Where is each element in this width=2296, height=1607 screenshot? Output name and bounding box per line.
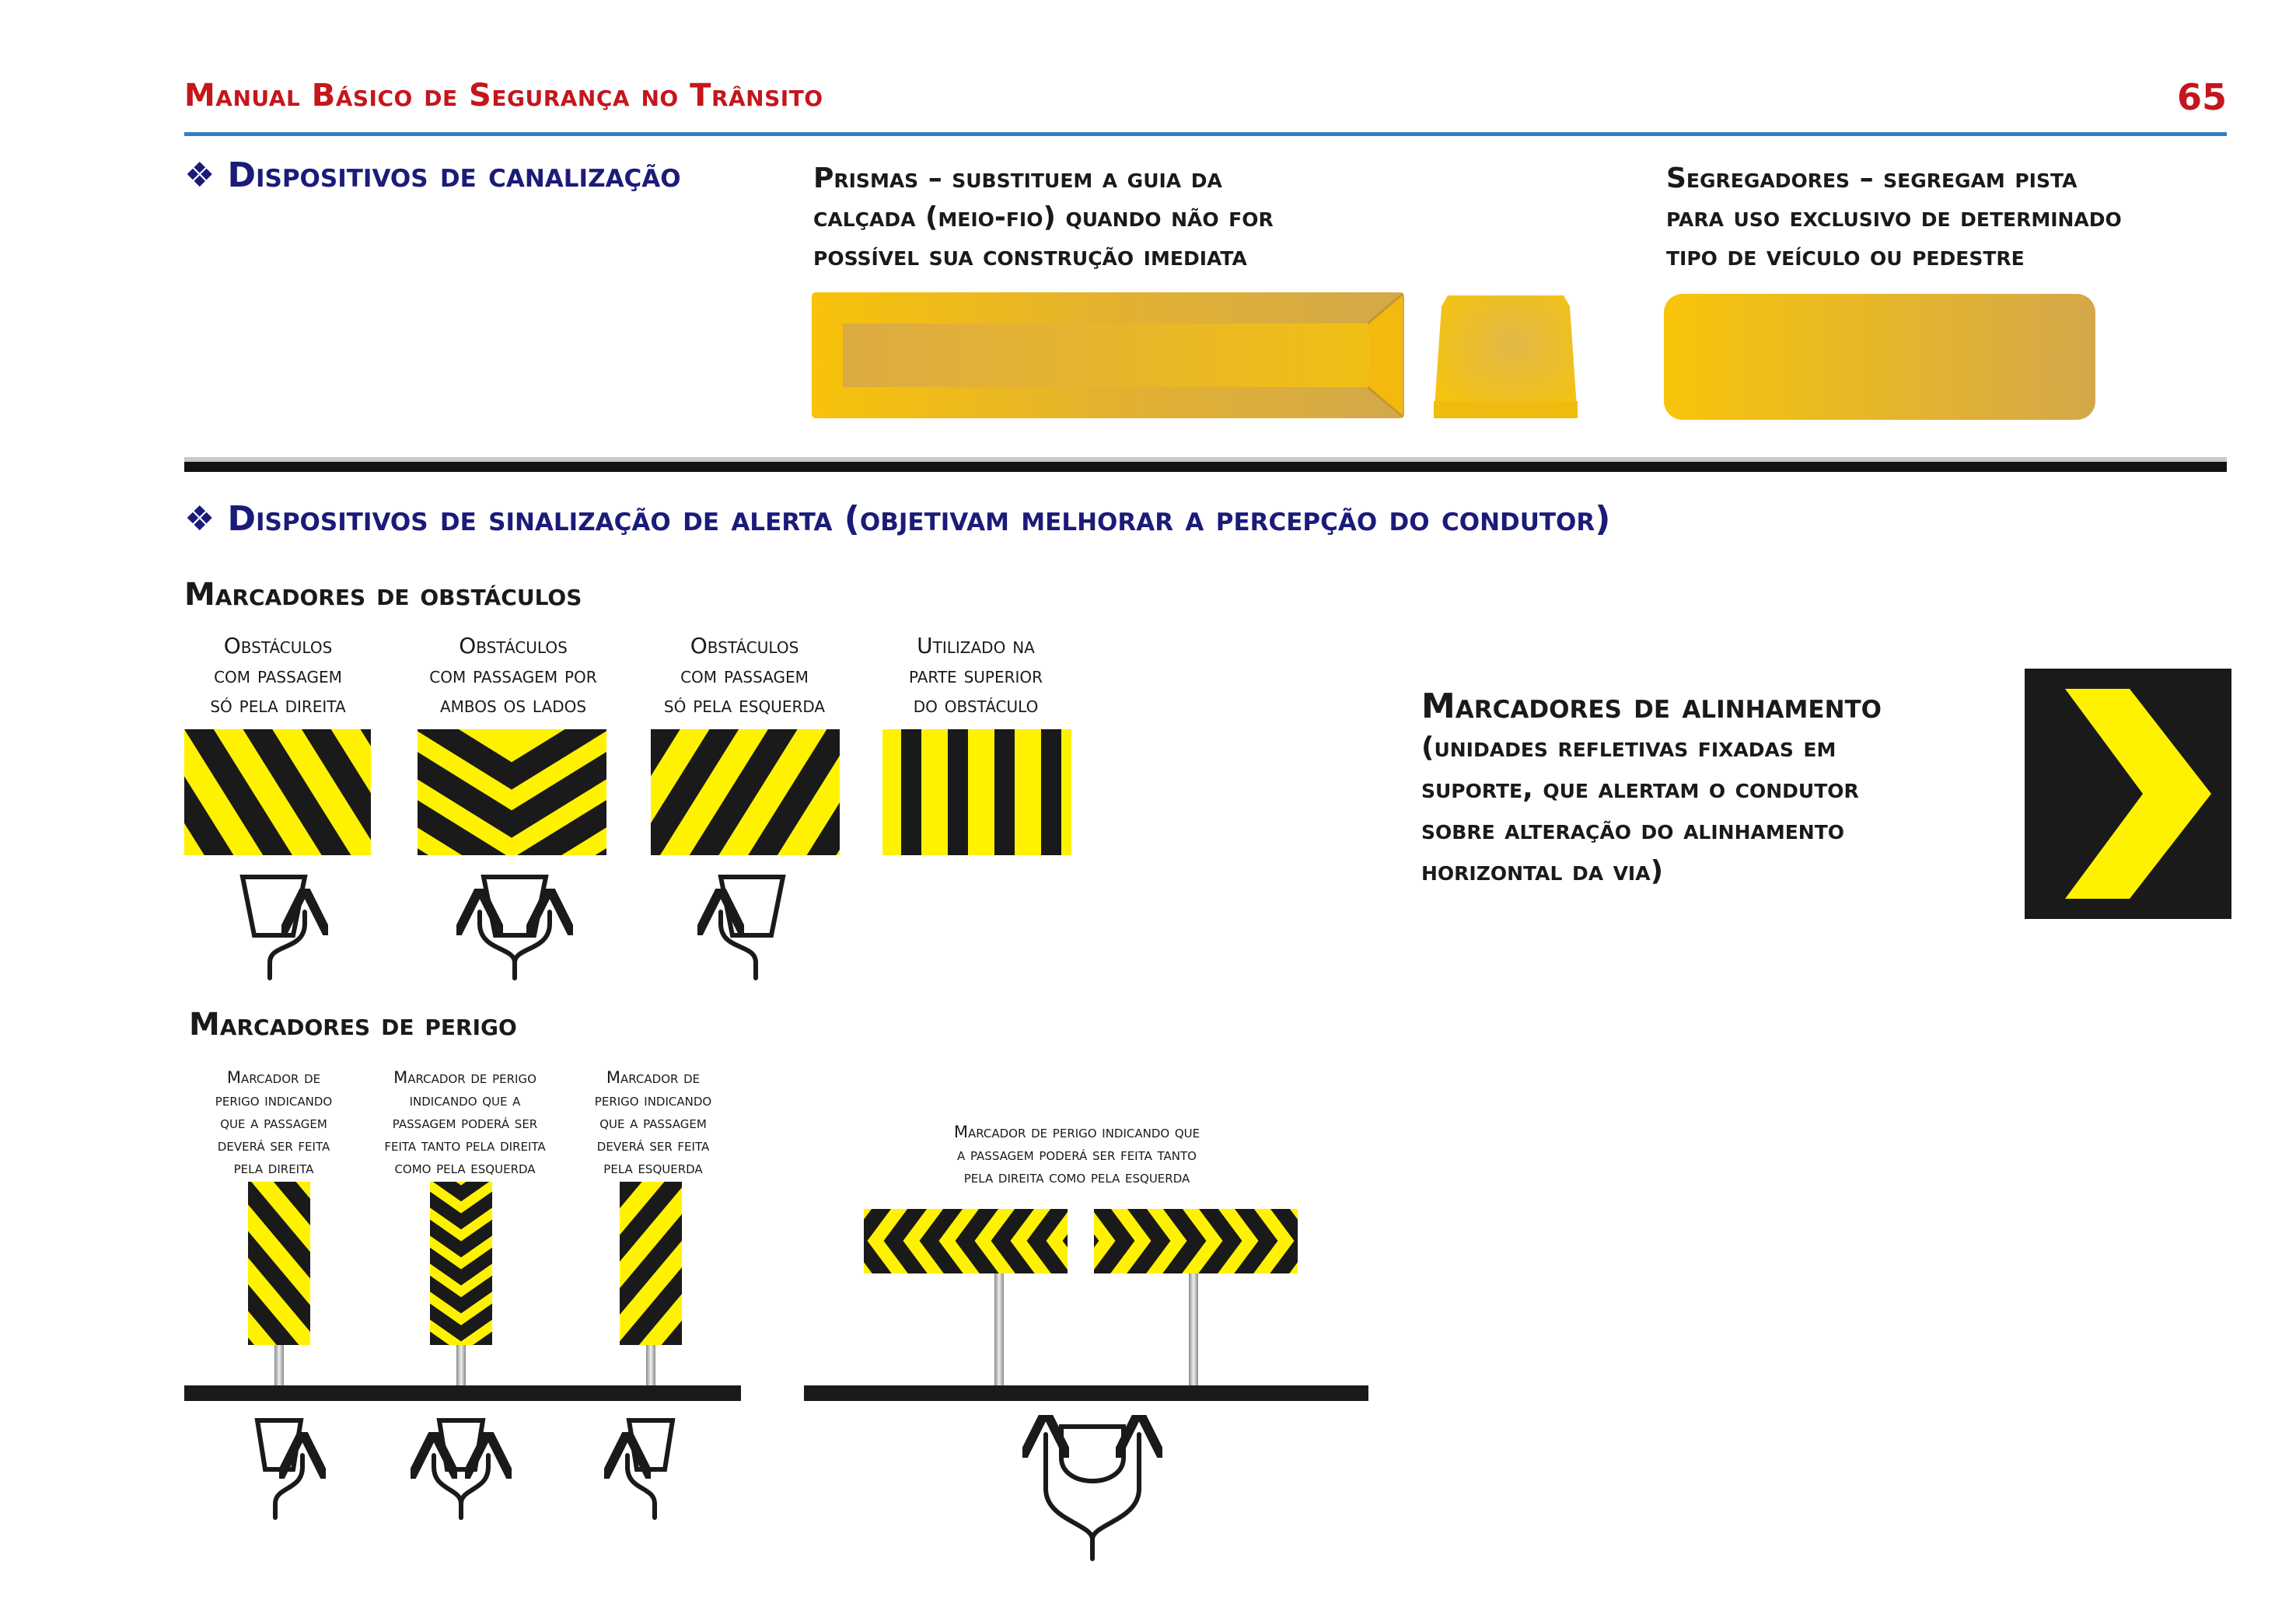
obstaculo-caption-direita [167, 631, 389, 720]
danger-marker-left [620, 1182, 682, 1385]
alinhamento-line: (unidades refletivas fixadas em [1421, 732, 1836, 763]
prismas-line: calçada (meio-fio) quando não for [813, 201, 1274, 233]
heading-text: Dispositivos de sinalização de alerta (objetivam melhorar a percepção do condutor) [227, 499, 1611, 539]
caption-line: pela direita [233, 1158, 314, 1177]
caption-line: como pela esquerda [394, 1158, 536, 1177]
danger-markers-horizontal [804, 1209, 1372, 1413]
obstacle-marker-right-pass [184, 729, 373, 855]
caption-line: deverá ser feita [596, 1136, 710, 1155]
caption-line: a passagem poderá ser feita tanto [957, 1145, 1197, 1164]
perigo-caption-ambos [364, 1067, 566, 1179]
danger-marker-chevron-left [858, 1209, 1102, 1385]
obstacle-passage-diagrams [184, 869, 884, 982]
caption-line: passagem poderá ser [392, 1113, 538, 1132]
caption-line: só pela esquerda [663, 692, 826, 718]
caption-line: parte superior [908, 662, 1043, 688]
alinhamento-line: Marcadores de alinhamento [1421, 686, 1882, 726]
obstaculos-heading: Marcadores de obstáculos [184, 577, 582, 613]
caption-line: que a passagem [220, 1113, 327, 1132]
prisma-illustration [812, 292, 1578, 421]
perigo-wide-caption [894, 1121, 1260, 1189]
caption-line: indicando que a [409, 1091, 521, 1109]
danger-markers-vertical [184, 1182, 744, 1415]
caption-line: Obstáculos [223, 633, 333, 659]
prismas-description [813, 159, 1420, 276]
caption-line: Marcador de [606, 1068, 701, 1087]
caption-line: perigo indicando [594, 1091, 712, 1109]
passage-both-curb-icon [1019, 1415, 1166, 1563]
caption-line: perigo indicando [215, 1091, 333, 1109]
obstaculo-caption-esquerda [634, 631, 855, 720]
obstaculo-caption-superior [867, 631, 1085, 720]
danger-marker-chevron-right [1060, 1209, 1304, 1385]
danger-passage-diagrams [184, 1417, 744, 1525]
obstacle-marker-both-sides [371, 729, 653, 858]
alinhamento-description [1421, 686, 2059, 892]
alinhamento-line: suporte, que alertam o condutor [1421, 773, 1859, 805]
caption-line: pela esquerda [603, 1158, 703, 1177]
obstaculo-caption-ambos [397, 631, 630, 720]
caption-line: só pela direita [210, 692, 346, 718]
alignment-marker-sign [2025, 669, 2231, 919]
road-surface [804, 1385, 1368, 1401]
section-heading-alerta [184, 499, 1610, 539]
caption-line: que a passagem [599, 1113, 707, 1132]
caption-line: pela direita como pela esquerda [963, 1168, 1190, 1186]
running-header-title: Manual Básico de Segurança no Trânsito [184, 78, 823, 114]
caption-line: Obstáculos [459, 633, 568, 659]
prismas-line: possível sua construção imediata [813, 240, 1247, 272]
prisma-end-block [1434, 295, 1578, 418]
caption-line: Marcador de [226, 1068, 321, 1087]
perigo-caption-direita [184, 1067, 363, 1179]
bullet-icon: ❖ [184, 499, 215, 539]
page-number: 65 [2176, 76, 2227, 118]
obstacle-marker-top [882, 729, 1071, 855]
heading-text: Dispositivos de canalização [227, 155, 681, 195]
segregadores-description [1666, 159, 2242, 276]
caption-line: Utilizado na [917, 633, 1035, 659]
alinhamento-line: horizontal da via) [1421, 855, 1664, 887]
segregadores-line: Segregadores – segregam pista [1666, 162, 2078, 194]
caption-line: Obstáculos [690, 633, 799, 659]
prisma-long-block [812, 292, 1404, 418]
section-heading-canalizacao [184, 155, 681, 195]
header-rule [184, 132, 2227, 136]
passage-right-icon [257, 1420, 302, 1518]
segregadores-line: para uso exclusivo de determinado [1666, 201, 2122, 233]
caption-line: com passagem por [429, 662, 597, 688]
alinhamento-line: sobre alteração do alinhamento [1421, 814, 1845, 846]
section-divider-dark [184, 462, 2227, 472]
danger-marker-right [248, 1182, 310, 1385]
caption-line: ambos os lados [439, 692, 587, 718]
passage-both-icon [434, 1420, 488, 1518]
danger-marker-both [422, 1182, 500, 1385]
perigo-caption-esquerda [568, 1067, 739, 1179]
passage-left-icon [721, 877, 783, 978]
caption-line: com passagem [214, 662, 342, 688]
perigo-heading: Marcadores de perigo [189, 1007, 517, 1043]
caption-line: deverá ser feita [217, 1136, 330, 1155]
bullet-icon: ❖ [184, 155, 215, 195]
segregador-illustration [1664, 294, 2099, 423]
obstacle-markers-row [184, 729, 1086, 858]
prismas-line: Prismas – substituem a guia da [813, 162, 1222, 194]
passage-right-icon [243, 877, 305, 978]
caption-line: Marcador de perigo indicando que [953, 1123, 1200, 1141]
obstacle-marker-left-pass [651, 729, 840, 855]
caption-line: do obstáculo [913, 692, 1039, 718]
caption-line: com passagem [680, 662, 809, 688]
passage-left-icon [627, 1420, 673, 1518]
segregadores-line: tipo de veículo ou pedestre [1666, 240, 2025, 272]
caption-line: feita tanto pela direita [384, 1136, 546, 1155]
caption-line: Marcador de perigo [393, 1068, 536, 1087]
road-surface [184, 1385, 741, 1401]
passage-both-icon [480, 877, 550, 978]
